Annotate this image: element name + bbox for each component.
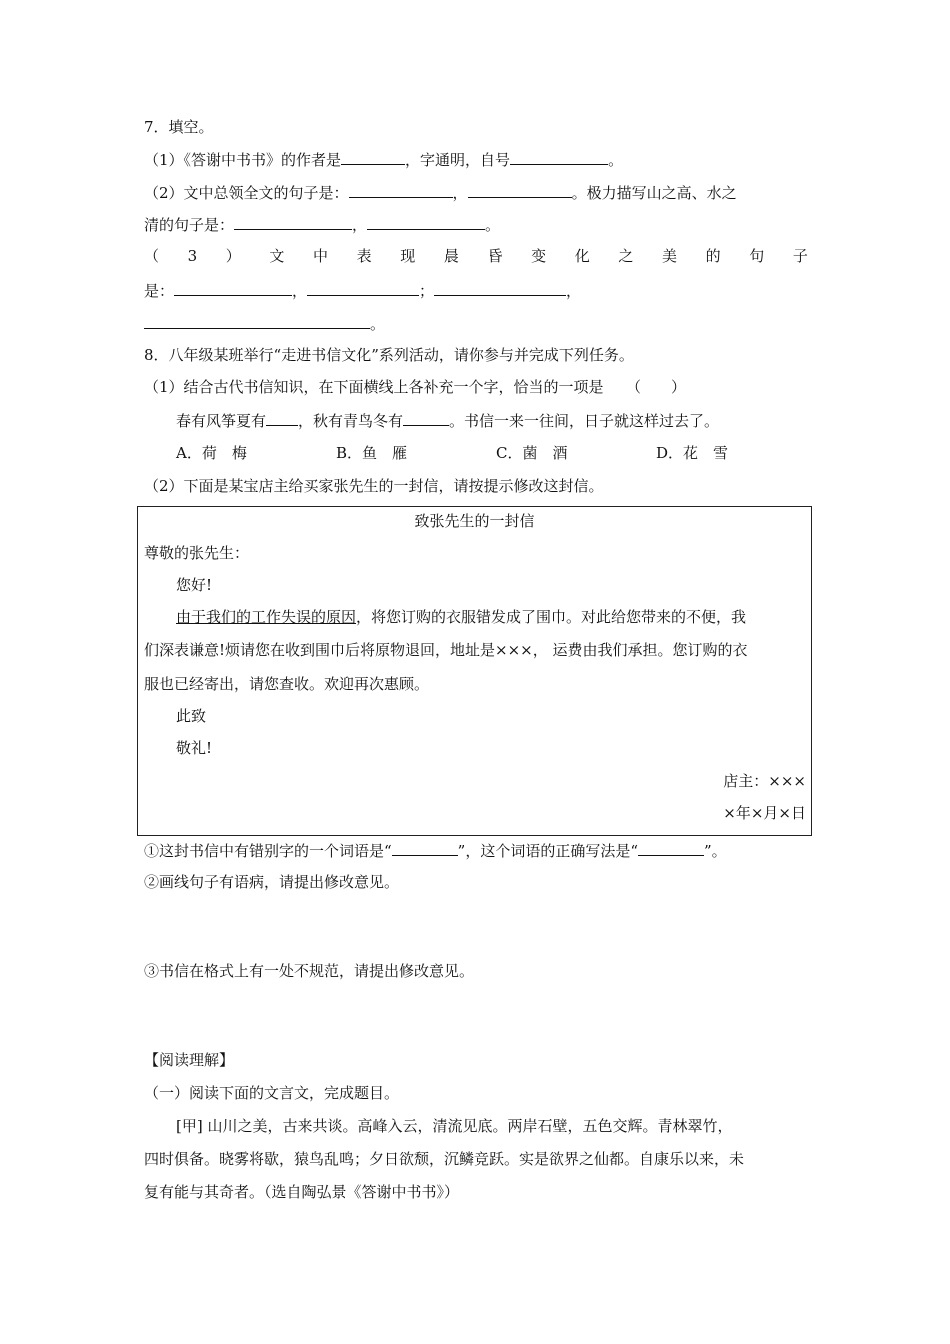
winter-blank[interactable] <box>403 410 449 426</box>
q8-part2: （2）下面是某宝店主给买家张先生的一封信，请按提示修改这封信。 <box>144 477 604 495</box>
q7-sub3c <box>144 313 385 334</box>
letter-signer: 店主：××× <box>723 772 806 790</box>
letter-closing-2: 敬礼! <box>176 739 213 757</box>
author-blank[interactable] <box>341 149 405 165</box>
dawn-dusk-blank-2[interactable] <box>307 280 419 296</box>
q8-part1: （1）结合古代书信知识，在下面横线上各补充一个字，恰当的一项是 （ ） <box>144 378 687 396</box>
hao-blank[interactable] <box>510 149 608 165</box>
q7-sub1-mid: ，字通明，自号 <box>405 151 511 169</box>
task-1-end: ”。 <box>704 842 727 860</box>
passage-line-1: [甲] 山川之美，古来共谈。高峰入云，清流见底。两岸石壁，五色交辉。青林翠竹， <box>176 1117 733 1135</box>
q7-sub3-char: 美 <box>662 247 678 265</box>
option-a[interactable]: A．荷 梅 <box>176 444 247 462</box>
letter-body-2: 们深表谦意!烦请您在收到围巾后将原物退回，地址是×××， 运费由我们承担。您订购的衣 <box>144 641 748 659</box>
q7-sub3-char: 表 <box>356 247 372 265</box>
q7-sub3-char: 句 <box>749 247 765 265</box>
q7-sub3-char: 昏 <box>487 247 503 265</box>
q7-sub2b <box>144 214 500 235</box>
letter-body-3: 服也已经寄出，请您查收。欢迎再次惠顾。 <box>144 675 430 693</box>
q7-sub3-char: 变 <box>531 247 547 265</box>
q7-sub3-char: 的 <box>705 247 721 265</box>
passage-line-3: 复有能与其奇者。（选自陶弘景《答谢中书书》） <box>144 1183 460 1201</box>
q7-sub3-char: 3 <box>187 247 198 265</box>
letter-body-1-rest: ，将您订购的衣服错发成了围巾。对此给您带来的不便，我 <box>356 608 747 626</box>
q7-sub3 <box>144 246 808 266</box>
summer-blank[interactable] <box>266 410 298 426</box>
summary-blank-1[interactable] <box>349 182 453 198</box>
q8-task-2: ②画线句子有语病，请提出修改意见。 <box>144 873 400 891</box>
q8-task-1 <box>144 840 727 861</box>
letter-date: ×年×月×日 <box>723 804 806 822</box>
option-d[interactable]: D．花 雪 <box>656 444 729 462</box>
q7-sub3-char: （ <box>144 247 160 265</box>
option-b[interactable]: B．鱼 雁 <box>336 444 408 462</box>
reading-heading: 【阅读理解】 <box>144 1051 235 1069</box>
task-1-pre: ①这封书信中有错别字的一个词语是“ <box>144 842 392 860</box>
q7-sub3-char: 子 <box>792 247 808 265</box>
q8-title: 8．八年级某班举行“走进书信文化”系列活动，请你参与并完成下列任务。 <box>144 346 634 364</box>
q7-sub3-char: ） <box>225 247 241 265</box>
underlined-sentence: 由于我们的工作失误的原因 <box>176 608 357 626</box>
q7-sub2-pre: （2）文中总领全文的句子是： <box>144 184 349 202</box>
q7-sub3-char: 化 <box>574 247 590 265</box>
mountain-water-blank-1[interactable] <box>234 214 352 230</box>
q8-part1-sentence <box>176 410 719 431</box>
dawn-dusk-blank-1[interactable] <box>174 280 292 296</box>
q7-sub3b <box>144 280 581 301</box>
q7-sub2-comma: ， <box>452 184 468 202</box>
q7-sub3-char: 之 <box>618 247 634 265</box>
q7-sub3b-comma: ， <box>292 282 308 300</box>
q7-sub3b-semi: ； <box>419 282 435 300</box>
sentence-c: 。书信一来一往间，日子就这样过去了。 <box>449 412 720 430</box>
q7-sub3-char: 文 <box>269 247 285 265</box>
letter-body-1 <box>176 607 746 627</box>
correct-word-blank[interactable] <box>638 840 704 856</box>
task-1-mid: ”，这个词语的正确写法是“ <box>457 842 639 860</box>
q7-title: 7．填空。 <box>144 118 214 136</box>
q7-sub3-char: 中 <box>313 247 329 265</box>
q8-task-3: ③书信在格式上有一处不规范，请提出修改意见。 <box>144 962 475 980</box>
wrong-word-blank[interactable] <box>392 840 458 856</box>
q7-sub2 <box>144 182 737 203</box>
q8-options <box>176 443 816 463</box>
letter-salutation: 尊敬的张先生： <box>144 544 250 562</box>
q7-sub2b-pre: 清的句子是： <box>144 216 235 234</box>
q7-sub3-char: 现 <box>400 247 416 265</box>
sentence-b: ，秋有青鸟冬有 <box>298 412 404 430</box>
summary-blank-2[interactable] <box>468 182 572 198</box>
q7-sub3b-pre: 是： <box>144 282 175 300</box>
q7-sub2b-comma: ， <box>352 216 368 234</box>
passage-line-2: 四时俱备。晓雾将歇，猿鸟乱鸣；夕日欲颓，沉鳞竞跃。实是欲界之仙都。自康乐以来，未 <box>144 1150 745 1168</box>
q7-sub2b-end: 。 <box>485 216 501 234</box>
reading-instruction: （一）阅读下面的文言文，完成题目。 <box>144 1084 400 1102</box>
q7-sub1-pre: （1）《答谢中书书》的作者是 <box>144 151 342 169</box>
dawn-dusk-blank-3[interactable] <box>434 280 566 296</box>
letter-title: 致张先生的一封信 <box>414 512 535 530</box>
q7-sub1-end: 。 <box>608 151 624 169</box>
q7-sub3-char: 晨 <box>443 247 459 265</box>
option-c[interactable]: C．菌 酒 <box>496 444 568 462</box>
q7-sub1 <box>144 149 623 170</box>
q7-sub3b-comma2: ， <box>566 282 582 300</box>
q7-sub2-mid: 。极力描写山之高、水之 <box>571 184 737 202</box>
q7-sub3c-end: 。 <box>370 315 386 333</box>
letter-greeting: 您好! <box>176 576 213 594</box>
sentence-a: 春有风筝夏有 <box>176 412 267 430</box>
letter-closing-1: 此致 <box>176 707 207 725</box>
dawn-dusk-blank-4[interactable] <box>144 313 370 329</box>
mountain-water-blank-2[interactable] <box>367 214 485 230</box>
